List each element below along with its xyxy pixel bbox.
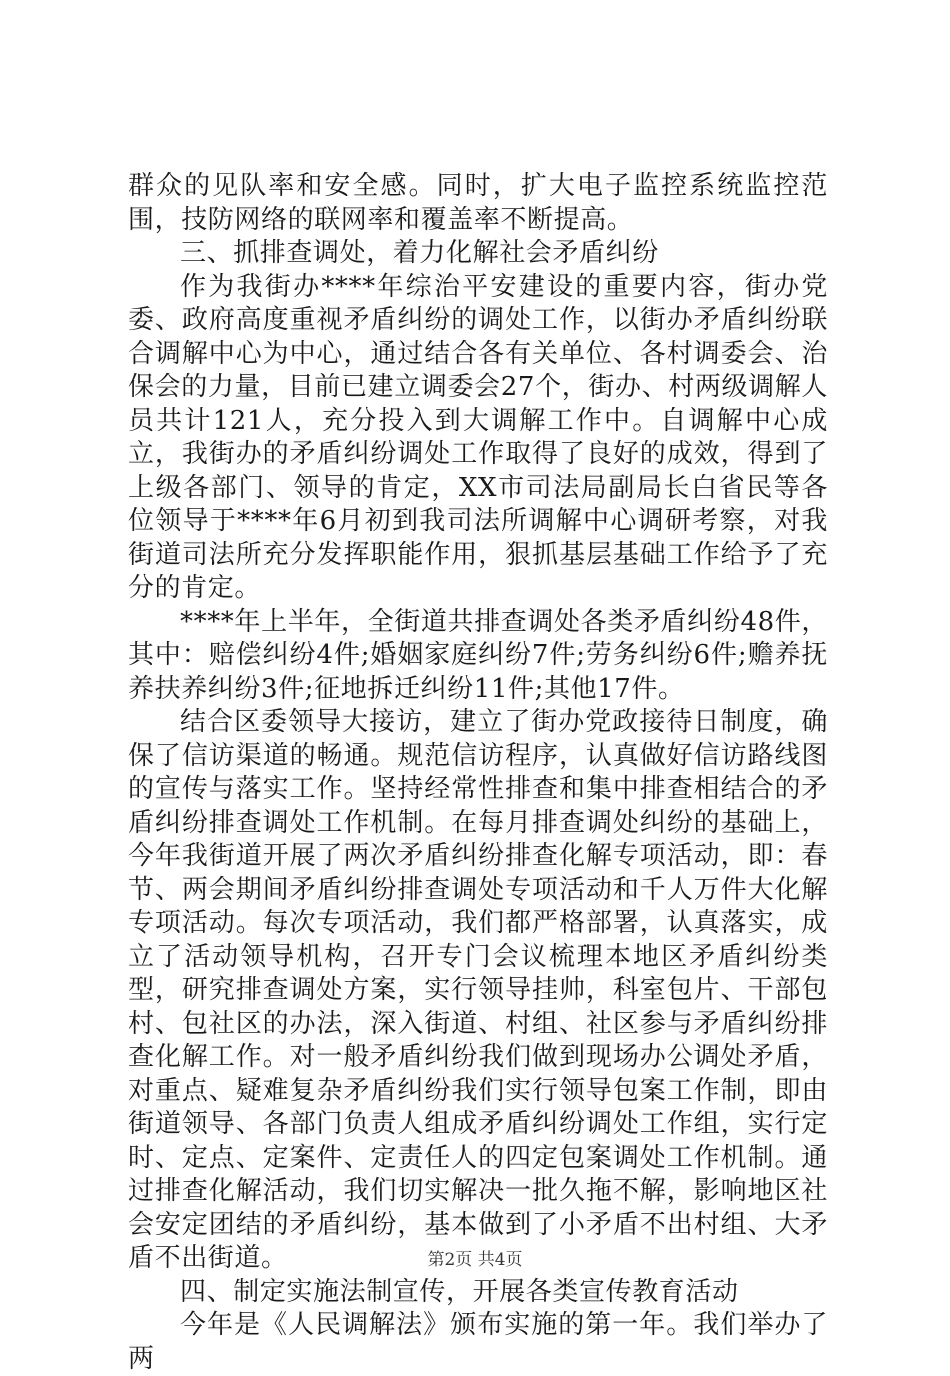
document-body [128,170,828,1376]
section-heading-4: 四、制定实施法制宣传，开展各类宣传教育活动 [180,1276,739,1307]
paragraph-3: ****年上半年，全街道共排查调处各类矛盾纠纷48件，其中：赔偿纠纷4件;婚姻家庭纠纷7件;劳务纠纷6件;赡养抚养扶养纠纷3件;征地拆迁纠纷11件;其他17件。 [128,606,828,704]
paragraph-4: 结合区委领导大接访，建立了街办党政接待日制度，确保了信访渠道的畅通。规范信访程序，认真做好信访路线图的宣传与落实工作。坚持经常性排查和集中排查相结合的矛盾纠纷排查调处工作机制。在每月排查调处纠纷的基础上，今年我街道开展了两次矛盾纠纷排查化解专项活动，即：春节、两会期间矛盾纠纷排查调处专项活动和千人万件大化解专项活动。每次专项活动，我们都严格部署，认真落实，成立了活动领导机构，召开专门会议梳理本地区矛盾纠纷类型，研究排查调处方案，实行领导挂帅，科室包片、干部包村、包社区的办法，深入街道、村组、社区参与矛盾纠纷排查化解工作。对一般矛盾纠纷我们做到现场办公调处矛盾，对重点、疑难复杂矛盾纠纷我们实行领导包案工作制，即由街道领导、各部门负责人组成矛盾纠纷调处工作组，实行定时、定点、定案件、定责任人的四定包案调处工作机制。通过排查化解活动，我们切实解决一批久拖不解，影响地区社会安定团结的矛盾纠纷，基本做到了小矛盾不出村组、大矛盾不出街道。 [128,707,828,1273]
paragraph-5: 今年是《人民调解法》颁布实施的第一年。我们举办了两 [128,1310,828,1374]
paragraph-1: 群众的见队率和安全感。同时，扩大电子监控系统监控范围，技防网络的联网率和覆盖率不断提高。 [128,171,828,235]
paragraph-2: 作为我街办****年综治平安建设的重要内容，街办党委、政府高度重视矛盾纠纷的调处工作，以街办矛盾纠纷联合调解中心为中心，通过结合各有关单位、各村调委会、治保会的力量，目前已建立调委会27个，街办、村两级调解人员共计121人，充分投入到大调解工作中。自调解中心成立，我街办的矛盾纠纷调处工作取得了良好的成效，得到了上级各部门、领导的肯定，XX市司法局副局长白省民等各位领导于****年6月初到我司法所调解中心调研考察，对我街道司法所充分发挥职能作用，狠抓基层基础工作给予了充分的肯定。 [128,271,828,603]
section-heading-3: 三、抓排查调处，着力化解社会矛盾纠纷 [180,238,659,268]
page-number-footer: 第2页 共4页 [427,1250,523,1270]
